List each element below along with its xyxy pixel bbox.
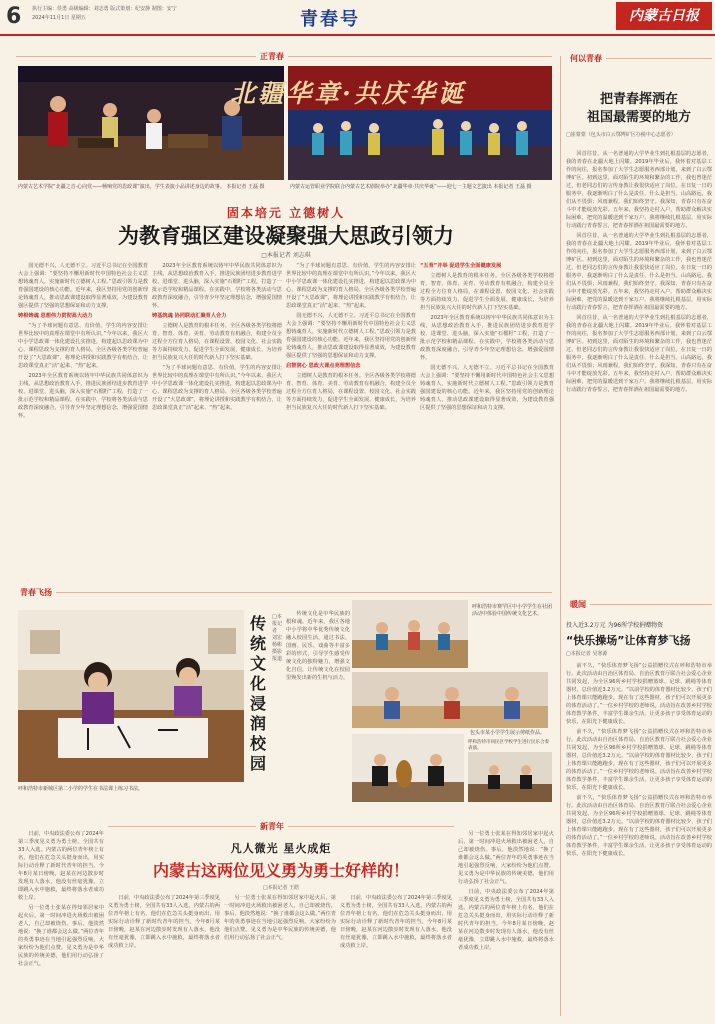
article-headline: 为教育强区建设凝聚强大思政引领力 — [118, 223, 454, 248]
article-paragraph: 国无德不兴，人无德不立。习近平总书记在全国教育大会上强调：“要坚持不懈用新时代中国特色社会主义思想铸魂育人，实施新时代立德树人工程。”思政引领力是教育强国建设的核心功能。近年来，我区坚持用党的创新理论铸魂育人，推动思政课建设取得显著成效，为建设教育强区提供了坚强的思想保证和动力支撑。 — [286, 313, 416, 359]
section-bar-xinqingnian — [108, 822, 454, 837]
page-header — [0, 0, 715, 36]
section-tag: 暖闻 — [566, 599, 590, 610]
article-paragraph: 前不久，“快乐体育梦飞扬”公益捐赠仪式在呼和浩特市举行。此次活动由自治区体育局、自治区教育厅联合社会爱心企业共同发起，为全区96所乡村学校捐赠篮球、足球、跳绳等体育器材，总价值近3.2万元。“以前学校的体育器材比较少，孩子们上体育课只能跑跑步。现在有了这些器材，孩子们可以开展更多的体育活动了。”一位乡村学校的老师说。活动旨在改善乡村学校体育教学条件，丰富学生课余生活，让更多孩子享受体育运动的快乐，在阳光下健康成长。 — [566, 729, 712, 791]
article-column-4 — [420, 262, 554, 570]
article-byline: □本报记者 刘志琪 — [261, 252, 311, 259]
xinqingnian-kicker: 凡人微光 星火成炬 — [230, 842, 332, 855]
calligraphy-caption: 呼和浩特市新城区第二小学的学生在书法课上练习书法。 — [18, 786, 144, 792]
article-paragraph: 2023年全区教育系统以铸牢中华民族共同体意识为主线，从思想政治教育入手，推进民族团结进步教育进学校、进课堂、进头脑，深入实施“石榴籽”工程，打造了一批示范学校和精品课程。在实践中，学校将各类活动与思政教育深度融合，引导青少年坚定理想信念，增强爱国情怀。 — [420, 315, 554, 361]
article-paragraph: 日前，中央政法委公布了2024年第三季度见义勇为勇士榜，全国共有33人入选。内蒙古的两位青年榜上有名，他们在危急关头挺身而出，用实际行动诠释了新时代青年的担当。今年8月某日傍晚，赵某在河边散步时发现有人落水，他没有丝毫犹豫，立即跳入水中施救，最终将落水者成功救上岸。 — [18, 831, 104, 901]
nuanwen-byline: □本报记者 吴寒源 — [566, 651, 608, 657]
xinqingnian-byline: □本报记者 王皓 — [262, 885, 300, 891]
feiyang-byline: □本报记者 刘宏 杨彬 摄影报道 — [272, 614, 283, 662]
festival-banner-text: 北疆华章·共庆华诞 — [230, 79, 466, 108]
nuanwen-body — [566, 662, 712, 1016]
heqingchun-byline: □崔蒙蒙（包头市白云鄂博矿区办税中心志愿者） — [566, 132, 676, 138]
article-subhead: “五育”并举 促进学生全面健康发展 — [420, 263, 502, 269]
calligraphy-photo — [18, 610, 244, 782]
section-title: 青春号 — [300, 9, 360, 30]
article-paragraph: 另一位勇士张某在得知邻居家中起火后，第一时间冲进火场救出被困老人，自己却被烧伤。事后，他淡然地说：“换了谁都会这么做。”两位青年的英勇事迹在当地引起强烈反响，大家纷纷为他们点赞。见义勇为是中华民族的传统美德，他们用行动弘扬了社会正气。 — [224, 895, 336, 941]
article-paragraph: 立德树人是教育的根本任务。全区各级各类学校将德育、智育、体育、美育、劳动教育有机融合，构建全员全过程全方位育人格局，在课程设置、校园文化、社会实践等方面持续发力，促进学生全面发展、健康成长，为培养担当民族复兴大任的时代新人打下坚实基础。 — [420, 273, 554, 311]
section-bar-nuanwen — [566, 600, 712, 615]
culture-photo-bottom — [352, 734, 464, 802]
culture-caption-bottom: 呼和浩特市回民区学校学生进行民乐合奏表演。 — [468, 740, 549, 751]
heqingchun-body — [566, 150, 712, 576]
section-tag: 正青春 — [256, 51, 288, 62]
xinqingnian-column-1 — [108, 894, 220, 1016]
article-column-3 — [286, 262, 416, 570]
article-paragraph: 另一位勇士张某在得知邻居家中起火后，第一时间冲进火场救出被困老人，自己却被烧伤。事后，他淡然地说：“换了谁都会这么做。”两位青年的英勇事迹在当地引起强烈反响，大家纷纷为他们点赞。见义勇为是中华民族的传统美德，他们用行动弘扬了社会正气。 — [458, 831, 554, 885]
article-paragraph: 2023年全区教育系统以铸牢中华民族共同体意识为主线，从思想政治教育入手，推进民族团结进步教育进学校、进课堂、进头脑，深入实施“石榴籽”工程，打造了一批示范学校和精品课程。在实践中，学校将各类活动与思政教育深度融合，引导青少年坚定理想信念，增强爱国情怀。 — [152, 263, 282, 309]
article-subhead: 铸根铸魂 思想伟力贯彻高大动力 — [18, 313, 93, 319]
article-paragraph: “为了半球问题有意思、有价值，学生的内容安排让世界比较中的真理在课堂中有所认识。”今年以来，我区大中小学思政课一体化建设扎实推进，构建起以思政课为中心、课程思政为支撑的育人格局。全区各级各类学校普遍开设了“大思政课”，将理论讲授和实践教学有机结合，让思政课堂真正“活”起来、“热”起来。 — [18, 323, 148, 369]
culture-photo-mid — [352, 672, 548, 728]
article-paragraph: 前不久，“快乐体育梦飞扬”公益捐赠仪式在呼和浩特市举行。此次活动由自治区体育局、自治区教育厅联合社会爱心企业共同发起，为全区96所乡村学校捐赠篮球、足球、跳绳等体育器材，总价值近3.2万元。“以前学校的体育器材比较少，孩子们上体育课只能跑跑步。现在有了这些器材，孩子们可以开展更多的体育活动了。”一位乡村学校的老师说。活动旨在改善乡村学校体育教学条件，丰富学生课余生活，让更多孩子享受体育运动的快乐，在阳光下健康成长。 — [566, 663, 712, 725]
xinqingnian-headline: 内蒙古这两位见义勇为勇士好样的！ — [152, 861, 409, 880]
xinqingnian-column-left — [18, 830, 104, 1016]
nuanwen-lead: 投入近3.2万元 为96所学校捐赠物资 — [566, 622, 664, 629]
article-paragraph: 2023年全区教育系统以铸牢中华民族共同体意识为主线，从思想政治教育入手，推进民族团结进步教育进学校、进课堂、进头脑，深入实施“石榴籽”工程，打造了一批示范学校和精品课程。在实践中，学校将各类活动与思政教育深度融合，引导青少年坚定理想信念，增强爱国情怀。 — [18, 373, 148, 419]
article-paragraph: “为了半球问题有意思、有价值，学生的内容安排让世界比较中的真理在课堂中有所认识。”今年以来，我区大中小学思政课一体化建设扎实推进，构建起以思政课为中心、课程思政为支撑的育人格局。全区各级各类学校普遍开设了“大思政课”，将理论讲授和实践教学有机结合，让思政课堂真正“活”起来、“热”起来。 — [286, 263, 416, 309]
article-subhead: 启智润心 思政大课点亮理想信念 — [286, 363, 361, 369]
article-paragraph: 国无德不兴，人无德不立。习近平总书记在全国教育大会上强调：“要坚持不懈用新时代中国特色社会主义思想铸魂育人，实施新时代立德树人工程。”思政引领力是教育强国建设的核心功能。近年来，我区坚持用党的创新理论铸魂育人，推动思政课建设取得显著成效，为建设教育强区提供了坚强的思想保证和动力支撑。 — [18, 263, 148, 309]
article-paragraph: 回首往昔，从一名普通的大学毕业生到扎根基层的志愿者，我的青春在北疆大地上闪耀。2019年毕业后，我怀着对基层工作的向往，报名参加了大学生志愿服务西部计划，来到了白云鄂博矿区。初到这里，面对陌生的环境和繁杂的工作，我也曾迷茫过，但老同志们的言传身教让我很快适应了岗位。在日复一日的服务中，我逐渐明白了什么是责任、什么是担当。山高路远，我们从不畏惧；风雨兼程，我们始终坚守。我深知，青春只有在奋斗中才能绽放光彩。五年来，我坚持走村入户，帮助群众解决实际困难，把党的温暖送到千家万户。我将继续扎根基层，用实际行动践行青春誓言，把青春挥洒在祖国最需要的地方。 — [566, 151, 712, 229]
photo-caption-left: 内蒙古艺术学院“北疆之音·心向党——畅响党的思政课”演出，学生表演小品讲述身边的故事。 本报记者 王磊 摄 — [18, 184, 265, 190]
heqingchun-title-line1: 把青春挥洒在 — [599, 92, 678, 107]
culture-caption-top: 呼和浩特市赛罕区中小学学生在社团活动中体验中国传统文化艺术。 — [472, 604, 553, 617]
article-column-1 — [18, 262, 148, 570]
column-divider — [560, 56, 561, 1016]
xinqingnian-column-2 — [224, 894, 336, 1016]
feiyang-title: 传统文化浸润校园 — [250, 614, 267, 773]
page-number: 6 — [6, 4, 22, 29]
nuanwen-title: “快乐操场”让体育梦飞扬 — [566, 634, 691, 647]
article-paragraph: 国无德不兴，人无德不立。习近平总书记在全国教育大会上强调：“要坚持不懈用新时代中国特色社会主义思想铸魂育人，实施新时代立德树人工程。”思政引领力是教育强国建设的核心功能。近年来，我区坚持用党的创新理论铸魂育人，推动思政课建设取得显著成效，为建设教育强区提供了坚强的思想保证和动力支撑。 — [420, 365, 554, 411]
article-paragraph: 日前，中央政法委公布了2024年第三季度见义勇为勇士榜，全国共有33人入选。内蒙古的两位青年榜上有名，他们在危急关头挺身而出，用实际行动诠释了新时代青年的担当。今年8月某日傍晚，赵某在河边散步时发现有人落水，他没有丝毫犹豫，立即跳入水中施救，最终将落水者成功救上岸。 — [340, 895, 452, 949]
article-paragraph: 日前，中央政法委公布了2024年第三季度见义勇为勇士榜，全国共有33人入选。内蒙古的两位青年榜上有名，他们在危急关头挺身而出，用实际行动诠释了新时代青年的担当。今年8月某日傍晚，赵某在河边散步时发现有人落水，他没有丝毫犹豫，立即跳入水中施救，最终将落水者成功救上岸。 — [108, 895, 220, 949]
article-paragraph: 立德树人是教育的根本任务。全区各级各类学校将德育、智育、体育、美育、劳动教育有机融合，构建全员全过程全方位育人格局，在课程设置、校园文化、社会实践等方面持续发力，促进学生全面发展、健康成长，为培养担当民族复兴大任的时代新人打下坚实基础。 — [152, 323, 282, 361]
article-paragraph: 传统文化是中华民族的根和魂。近年来，我区各地中小学将中华优秀传统文化融入校园生活，通过书法、国画、民乐、戏曲等丰富多彩的形式，引导学生感受传统文化的独特魅力，增强文化自信，让传统文化在校园里焕发出新的生机与活力。 — [286, 611, 350, 681]
article-paragraph: 回首往昔，从一名普通的大学毕业生到扎根基层的志愿者，我的青春在北疆大地上闪耀。2019年毕业后，我怀着对基层工作的向往，报名参加了大学生志愿服务西部计划，来到了白云鄂博矿区。初到这里，面对陌生的环境和繁杂的工作，我也曾迷茫过，但老同志们的言传身教让我很快适应了岗位。在日复一日的服务中，我逐渐明白了什么是责任、什么是担当。山高路远，我们从不畏惧；风雨兼程，我们始终坚守。我深知，青春只有在奋斗中才能绽放光彩。五年来，我坚持走村入户，帮助群众解决实际困难，把党的温暖送到千家万户。我将继续扎根基层，用实际行动践行青春誓言，把青春挥洒在祖国最需要的地方。 — [566, 315, 712, 393]
culture-caption-mid: 包头市某小学学生展示剪纸作品。 — [470, 730, 546, 736]
section-tag: 何以青春 — [566, 53, 606, 64]
newspaper-logo: 内蒙古日报 — [616, 2, 712, 30]
issue-date: 2024年11月1日 星期五 — [32, 15, 86, 21]
article-column-2 — [152, 262, 282, 570]
article-subhead: 铸基筑魂 协同联动汇聚育人合力 — [152, 313, 227, 319]
xinqingnian-column-right — [458, 830, 554, 1016]
article-kicker: 固本培元 立德树人 — [226, 206, 346, 220]
section-tag: 新青年 — [256, 821, 288, 832]
article-paragraph: 另一位勇士张某在得知邻居家中起火后，第一时间冲进火场救出被困老人，自己却被烧伤。事后，他淡然地说：“换了谁都会这么做。”两位青年的英勇事迹在当地引起强烈反响，大家纷纷为他们点赞。见义勇为是中华民族的传统美德，他们用行动弘扬了社会正气。 — [18, 905, 104, 967]
article-paragraph: 前不久，“快乐体育梦飞扬”公益捐赠仪式在呼和浩特市举行。此次活动由自治区体育局、自治区教育厅联合社会爱心企业共同发起，为全区96所乡村学校捐赠篮球、足球、跳绳等体育器材，总价值近3.2万元。“以前学校的体育器材比较少，孩子们上体育课只能跑跑步。现在有了这些器材，孩子们可以开展更多的体育活动了。”一位乡村学校的老师说。活动旨在改善乡村学校体育教学条件，丰富学生课余生活，让更多孩子享受体育运动的快乐，在阳光下健康成长。 — [566, 795, 712, 857]
culture-photo-top — [352, 600, 468, 668]
xinqingnian-column-3 — [340, 894, 452, 1016]
section-tag: 青春飞扬 — [16, 587, 56, 598]
feiyang-body — [286, 610, 350, 800]
article-paragraph: 回首往昔，从一名普通的大学毕业生到扎根基层的志愿者，我的青春在北疆大地上闪耀。2019年毕业后，我怀着对基层工作的向往，报名参加了大学生志愿服务西部计划，来到了白云鄂博矿区。初到这里，面对陌生的环境和繁杂的工作，我也曾迷茫过，但老同志们的言传身教让我很快适应了岗位。在日复一日的服务中，我逐渐明白了什么是责任、什么是担当。山高路远，我们从不畏惧；风雨兼程，我们始终坚守。我深知，青春只有在奋斗中才能绽放光彩。五年来，我坚持走村入户，帮助群众解决实际困难，把党的温暖送到千家万户。我将继续扎根基层，用实际行动践行青春誓言，把青春挥洒在祖国最需要的地方。 — [566, 233, 712, 311]
editor-credits: 执行主编：侯勇 高级编辑：刘志勇 版式策划：纪安静 制图：安宁 — [32, 6, 177, 12]
photo-caption-right: 内蒙古运管职业学院联合内蒙古艺术剧院举办“北疆华章·共庆华诞”——迎七一主题文艺演出 本报记者 王磊 摄 — [290, 184, 532, 190]
section-bar-qingchunfeiyang — [16, 588, 552, 603]
heqingchun-title-line2: 祖国最需要的地方 — [586, 110, 691, 125]
culture-photo-bottom-right — [468, 752, 552, 802]
section-bar-heqingchun — [566, 54, 712, 69]
article-paragraph: 立德树人是教育的根本任务。全区各级各类学校将德育、智育、体育、美育、劳动教育有机融合，构建全员全过程全方位育人格局，在课程设置、校园文化、社会实践等方面持续发力，促进学生全面发展、健康成长，为培养担当民族复兴大任的时代新人打下坚实基础。 — [286, 373, 416, 411]
article-paragraph: 日前，中央政法委公布了2024年第三季度见义勇为勇士榜，全国共有33人入选。内蒙古的两位青年榜上有名，他们在危急关头挺身而出，用实际行动诠释了新时代青年的担当。今年8月某日傍晚，赵某在河边散步时发现有人落水，他没有丝毫犹豫，立即跳入水中施救，最终将落水者成功救上岸。 — [458, 889, 554, 951]
article-paragraph: “为了半球问题有意思、有价值，学生的内容安排让世界比较中的真理在课堂中有所认识。”今年以来，我区大中小学思政课一体化建设扎实推进，构建起以思政课为中心、课程思政为支撑的育人格局。全区各级各类学校普遍开设了“大思政课”，将理论讲授和实践教学有机结合，让思政课堂真正“活”起来、“热”起来。 — [152, 365, 282, 411]
